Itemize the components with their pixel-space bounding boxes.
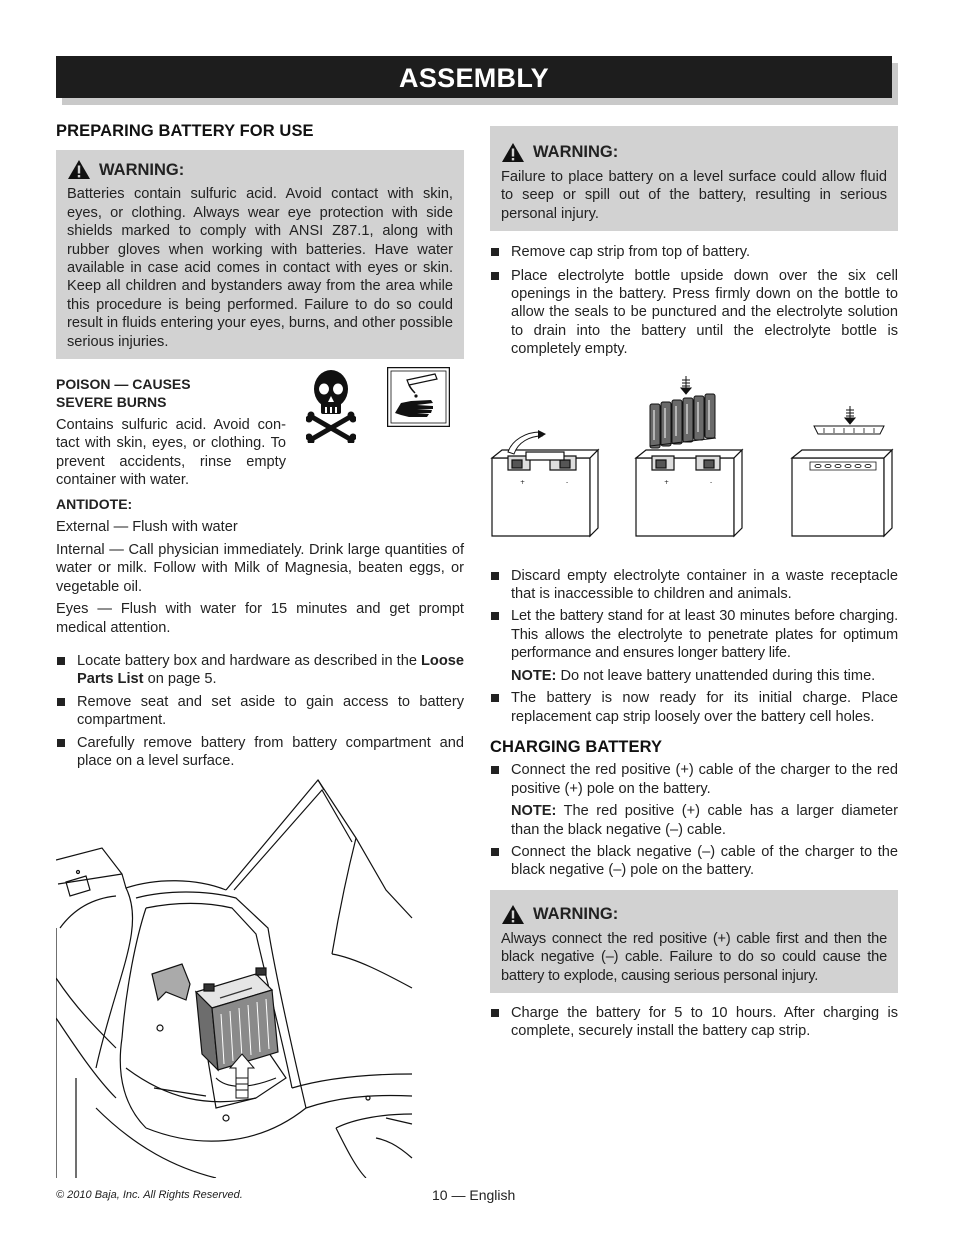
- svg-text:+: +: [664, 479, 670, 486]
- list-item: Carefully remove battery from battery compartment and place on a level surface.: [56, 734, 464, 771]
- note-text: Do not leave battery unattended during this time.: [560, 667, 876, 684]
- warning-triangle-icon: [501, 904, 525, 925]
- note-label: NOTE:: [511, 803, 557, 820]
- warning-title: WARNING:: [533, 905, 619, 924]
- footer-page-number: 10 — English: [432, 1187, 516, 1203]
- svg-text:-: -: [566, 479, 569, 486]
- poison-title-line1: POISON — CAUSES: [56, 376, 191, 393]
- antidote-external: External — Flush with water: [56, 519, 238, 536]
- antidote-internal: Internal — Call physician immediately. Drink large quantities of water or milk. Follow with Milk of Magnesia, beaten eggs, or vegetable oil.: [56, 541, 464, 595]
- svg-text:+: +: [520, 479, 526, 486]
- page-title: ASSEMBLY: [56, 56, 892, 98]
- battery-step-replace-cap-strip: [790, 404, 894, 538]
- final-bullet-list: [490, 1004, 898, 1041]
- warning-text: Always connect the red positive (+) cable first and then the black negative (–) cable. Failure to do so could cause the battery to explode, causing serious personal injury.: [501, 930, 887, 984]
- battery-compartment-illustration: [56, 778, 414, 1178]
- list-item: Connect the red positive (+) cable of the charger to the red positive (+) pole on the battery.: [490, 761, 898, 798]
- bullet-text: on page 5.: [147, 671, 217, 688]
- battery-step-electrolyte-bottle: [634, 374, 746, 538]
- list-item: The battery is now ready for its initial charge. Place replacement cap strip loosely over the battery cell holes.: [490, 689, 898, 726]
- fill-bullet-list: [490, 243, 898, 358]
- svg-text:-: -: [710, 479, 713, 486]
- list-item: Remove cap strip from top of battery.: [490, 243, 898, 261]
- antidote-title: ANTIDOTE:: [56, 496, 133, 513]
- warning-box-level-surface: [490, 126, 898, 231]
- right-column: [490, 126, 898, 1041]
- section-title-preparing: PREPARING BATTERY FOR USE: [56, 122, 314, 140]
- warning-triangle-icon: [67, 159, 91, 180]
- note-item: [490, 667, 898, 685]
- acid-on-hand-icon: [387, 367, 450, 427]
- note-item: [490, 802, 898, 839]
- poison-block: [56, 375, 464, 487]
- poison-title-line2: SEVERE BURNS: [56, 394, 167, 411]
- battery-step-remove-cap-strip: [490, 430, 602, 538]
- prep-bullet-list: [56, 652, 464, 770]
- bullet-text: Locate battery box and hardware as described in the: [77, 652, 417, 669]
- left-column: [56, 122, 464, 770]
- list-item: Charge the battery for 5 to 10 hours. After charging is complete, securely install the battery cap strip.: [490, 1004, 898, 1041]
- list-item: Place electrolyte bottle upside down over the six cell openings in the battery. Press firmly down on the bottle to allow the seals to be punctured and the electrolyte solution to drain into the battery until the electrolyte bottle is completely empty.: [490, 267, 898, 359]
- list-item: [56, 652, 464, 689]
- warning-heading: [501, 904, 887, 925]
- warning-title: WARNING:: [533, 143, 619, 162]
- warning-box-cable-order: [490, 890, 898, 993]
- list-item: Let the battery stand for at least 30 minutes before charging. This allows the electrolyte to penetrate plates for optimum performance and ensures longer battery life.: [490, 607, 898, 662]
- loose-parts-list-ref: Loose Parts List: [77, 652, 464, 688]
- warning-text: Batteries contain sulfuric acid. Avoid contact with skin, eyes, or clothing. Always wear eye protection with side shields marked to comply with ANSI Z87.1, along with rubber gloves when working with batteries. Have water available in case acid comes in contact with eyes or skin. Keep all children and bystanders away from the area while this procedure is being performed. Failure to do so could result in fluids entering your eyes, burns, and other possible serious injuries.: [67, 186, 453, 350]
- poison-text: Contains sulfuric acid. Avoid con-tact with skin, eyes, or clothing. To prevent accidents, rinse empty container with water.: [56, 417, 286, 489]
- warning-heading: [67, 159, 453, 180]
- list-item: Connect the black negative (–) cable of the charger to the black negative (–) pole on the battery.: [490, 843, 898, 880]
- charging-bullet-list: [490, 761, 898, 879]
- warning-title: WARNING:: [99, 160, 185, 179]
- footer-copyright: © 2010 Baja, Inc. All Rights Reserved.: [56, 1189, 243, 1201]
- antidote-eyes: Eyes — Flush with water for 15 minutes and get prompt medical attention.: [56, 601, 464, 636]
- list-item: Discard empty electrolyte container in a waste receptacle that is inaccessible to children and animals.: [490, 567, 898, 604]
- warning-triangle-icon: [501, 142, 525, 163]
- skull-crossbones-icon: [306, 367, 356, 443]
- warning-box-acid: [56, 150, 464, 359]
- section-title-charging: CHARGING BATTERY: [490, 737, 663, 756]
- note-text: The red positive (+) cable has a larger diameter than the black negative (–) cable.: [511, 803, 898, 838]
- after-fill-bullet-list: [490, 567, 898, 726]
- warning-text: Failure to place battery on a level surface could allow fluid to seep or spill out of the battery, resulting in serious personal injury.: [501, 169, 887, 222]
- warning-heading: [501, 142, 887, 163]
- note-label: NOTE:: [511, 667, 557, 684]
- list-item: Remove seat and set aside to gain access to battery compartment.: [56, 693, 464, 730]
